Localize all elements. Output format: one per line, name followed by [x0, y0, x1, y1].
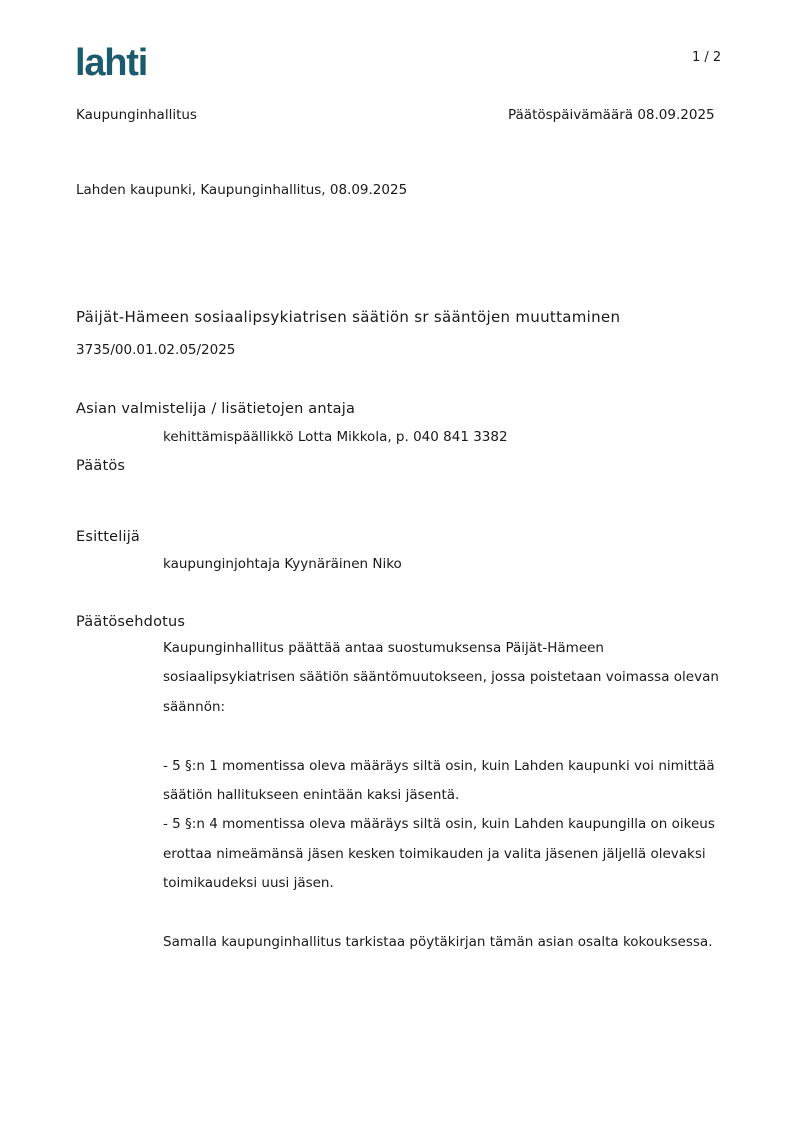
proposal-line: - 5 §:n 4 momentissa oleva määräys siltä osin, kuin Lahden kaupungilla on oikeus — [163, 816, 715, 833]
decision-date: Päätöspäivämäärä 08.09.2025 — [508, 107, 715, 123]
organ-name: Kaupunginhallitus — [76, 107, 197, 123]
proposal-line: säännön: — [163, 698, 226, 715]
proposal-line — [163, 722, 723, 751]
decision-heading: Päätös — [76, 458, 126, 474]
diary-number: 3735/00.01.02.05/2025 — [76, 342, 236, 358]
proposal-text — [163, 634, 723, 957]
presenter-value: kaupunginjohtaja Kyynäräinen Niko — [163, 556, 402, 572]
proposal-line: Samalla kaupunginhallitus tarkistaa pöytäkirjan tämän asian osalta kokouksessa. — [163, 933, 713, 950]
presenter-heading: Esittelijä — [76, 529, 141, 545]
proposal-line: sosiaalipsykiatrisen säätiön sääntömuutokseen, jossa poistetaan voimassa olevan — [163, 669, 719, 686]
preparer-value: kehittämispäällikkö Lotta Mikkola, p. 040 841 3382 — [163, 429, 508, 445]
proposal-line: erottaa nimeämänsä jäsen kesken toimikauden ja valita jäsenen jäljellä olevaksi — [163, 845, 706, 862]
proposal-heading: Päätösehdotus — [76, 614, 186, 630]
meta-line: Lahden kaupunki, Kaupunginhallitus, 08.09.2025 — [76, 182, 408, 198]
proposal-line: Kaupunginhallitus päättää antaa suostumuksensa Päijät-Hämeen — [163, 640, 604, 656]
document-title: Päijät-Hämeen sosiaalipsykiatrisen säätiön sr sääntöjen muuttaminen — [76, 308, 621, 326]
preparer-heading: Asian valmistelija / lisätietojen antaja — [76, 401, 356, 417]
lahti-logo: lahti — [75, 42, 148, 84]
page-number: 1 / 2 — [692, 50, 722, 65]
proposal-line: säätiön hallitukseen enintään kaksi jäsentä. — [163, 786, 460, 803]
proposal-line: - 5 §:n 1 momentissa oleva määräys siltä osin, kuin Lahden kaupunki voi nimittää — [163, 757, 715, 774]
proposal-line — [163, 899, 723, 928]
proposal-line: toimikaudeksi uusi jäsen. — [163, 875, 334, 892]
